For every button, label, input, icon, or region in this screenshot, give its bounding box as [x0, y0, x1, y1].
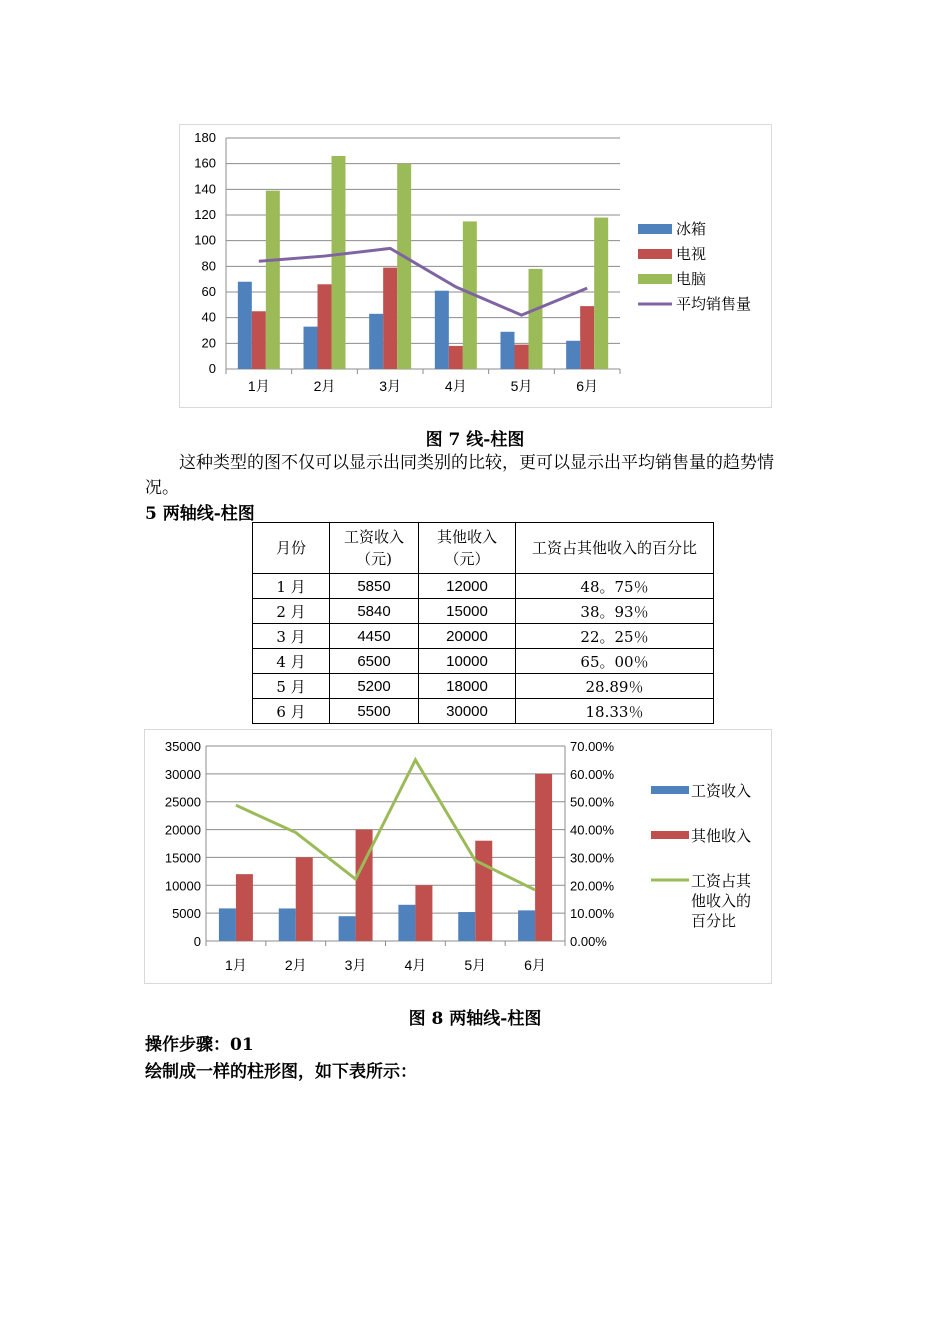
y-left-tick-label: 25000 [164, 794, 201, 810]
legend-label: 冰箱 [676, 221, 707, 238]
x-tick-label: 1月 [225, 957, 247, 973]
cell-month: 4 月 [253, 649, 330, 674]
bar-其他收入 [296, 857, 313, 941]
x-tick-label: 6月 [576, 378, 599, 394]
table-row [253, 674, 714, 699]
figure-7-caption: 图 7 线-柱图 [425, 430, 525, 450]
bar-冰箱 [238, 282, 252, 369]
header-percent: 工资占其他收入的百分比 [516, 523, 714, 574]
bar-冰箱 [369, 314, 383, 369]
y-tick-label: 120 [194, 207, 216, 222]
x-tick-label: 1月 [247, 378, 270, 394]
legend-label: 电脑 [676, 271, 707, 288]
y-tick-label: 180 [194, 130, 216, 145]
bar-工资收入 [279, 908, 296, 941]
cell-percent: 22。25％ [516, 624, 714, 649]
y-right-tick-label: 10.00% [570, 906, 615, 922]
cell-percent: 18.33％ [516, 699, 714, 724]
line-column-chart [179, 124, 772, 408]
cell-other: 15000 [419, 599, 516, 624]
x-tick-label: 3月 [344, 957, 367, 973]
y-right-tick-label: 20.00% [570, 878, 615, 894]
cell-other: 10000 [419, 649, 516, 674]
y-tick-label: 100 [194, 232, 216, 248]
y-right-tick-label: 50.00% [570, 794, 615, 810]
y-tick-label: 20 [201, 335, 216, 351]
bar-其他收入 [356, 830, 373, 941]
bar-电脑 [529, 269, 543, 369]
income-table [252, 522, 714, 724]
bar-电脑 [266, 191, 280, 369]
bar-电视 [318, 284, 332, 369]
x-tick-label: 3月 [379, 378, 402, 394]
bar-工资收入 [219, 908, 236, 941]
table-row [253, 624, 714, 649]
section-heading: 5 两轴线-柱图 [145, 504, 255, 524]
bar-电脑 [332, 156, 346, 369]
legend-label: 电视 [676, 246, 707, 263]
figure-8-caption: 图 8 两轴线-柱图 [408, 1009, 542, 1029]
cell-other: 20000 [419, 624, 516, 649]
bar-其他收入 [415, 885, 432, 941]
steps-instruction: 绘制成一样的柱形图，如下表所示： [145, 1062, 417, 1082]
y-tick-label: 140 [194, 181, 216, 197]
cell-other: 12000 [419, 574, 516, 599]
bar-电视 [383, 268, 397, 369]
cell-salary: 4450 [330, 624, 419, 649]
y-right-tick-label: 0.00% [570, 934, 607, 949]
x-tick-label: 4月 [444, 378, 467, 394]
header-month: 月份 [253, 523, 330, 574]
legend-label: 平均销售量 [676, 296, 752, 313]
bar-电脑 [594, 218, 608, 369]
bar-冰箱 [304, 327, 318, 369]
bar-其他收入 [535, 774, 552, 941]
y-left-tick-label: 15000 [164, 850, 201, 866]
y-left-tick-label: 0 [193, 934, 201, 949]
bar-工资收入 [339, 916, 356, 941]
y-left-tick-label: 30000 [164, 766, 201, 782]
bar-冰箱 [435, 291, 449, 369]
steps-heading: 操作步骤：01 [145, 1035, 254, 1055]
y-tick-label: 80 [201, 258, 216, 274]
header-other: 其他收入（元） [419, 523, 516, 574]
legend-swatch [638, 224, 672, 234]
cell-salary: 6500 [330, 649, 419, 674]
cell-other: 18000 [419, 674, 516, 699]
description-paragraph [145, 451, 805, 501]
table-row [253, 599, 714, 624]
bar-其他收入 [475, 841, 492, 941]
x-tick-label: 4月 [404, 957, 427, 973]
cell-month: 3 月 [253, 624, 330, 649]
x-tick-label: 5月 [510, 378, 533, 394]
y-tick-label: 60 [201, 284, 216, 299]
bar-冰箱 [566, 341, 580, 369]
dual-axis-chart-svg [145, 730, 771, 983]
x-tick-label: 2月 [284, 957, 307, 973]
x-tick-label: 5月 [464, 957, 487, 973]
y-right-tick-label: 40.00% [570, 822, 615, 838]
dual-axis-chart [144, 729, 772, 984]
x-tick-label: 6月 [524, 957, 546, 973]
legend-swatch [638, 274, 672, 284]
cell-salary: 5500 [330, 699, 419, 724]
bar-工资收入 [458, 912, 475, 941]
cell-salary: 5850 [330, 574, 419, 599]
x-tick-label: 2月 [313, 378, 336, 394]
legend-label: 他收入的 [691, 893, 752, 910]
table-row [253, 699, 714, 724]
bar-工资收入 [518, 910, 535, 941]
line-column-chart-svg [180, 125, 771, 407]
legend-label: 百分比 [691, 913, 737, 930]
cell-other: 30000 [419, 699, 516, 724]
legend-label: 其他收入 [691, 828, 752, 845]
bar-电视 [515, 345, 529, 369]
y-left-tick-label: 20000 [164, 822, 201, 838]
cell-month: 2 月 [253, 599, 330, 624]
bar-电视 [252, 311, 266, 369]
cell-percent: 38。93％ [516, 599, 714, 624]
cell-salary: 5200 [330, 674, 419, 699]
bar-工资收入 [398, 905, 415, 941]
table-header-row [253, 523, 714, 574]
bar-电视 [449, 346, 463, 369]
cell-salary: 5840 [330, 599, 419, 624]
cell-percent: 65。00％ [516, 649, 714, 674]
cell-month: 5 月 [253, 674, 330, 699]
y-right-tick-label: 30.00% [570, 850, 615, 866]
cell-month: 1 月 [253, 574, 330, 599]
header-salary: 工资收入（元) [330, 523, 419, 574]
y-tick-label: 0 [208, 361, 216, 376]
legend-swatch [651, 831, 689, 839]
table-row [253, 649, 714, 674]
y-tick-label: 40 [201, 309, 216, 325]
bar-电视 [580, 306, 594, 369]
table-row [253, 574, 714, 599]
cell-percent: 28.89％ [516, 674, 714, 699]
legend-swatch [651, 786, 689, 794]
description-text: 这种类型的图不仅可以显示出同类别的比较，更可以显示出平均销售量的趋势情况。 [145, 453, 774, 498]
bar-其他收入 [236, 874, 253, 941]
legend-label: 工资收入 [691, 783, 752, 800]
y-tick-label: 160 [194, 155, 216, 171]
y-left-tick-label: 5000 [172, 906, 201, 922]
legend-label: 工资占其 [691, 873, 752, 890]
legend-swatch [638, 249, 672, 259]
y-left-tick-label: 35000 [164, 739, 201, 754]
cell-percent: 48。75％ [516, 574, 714, 599]
y-left-tick-label: 10000 [164, 878, 201, 894]
y-right-tick-label: 70.00% [570, 739, 615, 754]
cell-month: 6 月 [253, 699, 330, 724]
bar-冰箱 [501, 332, 515, 369]
bar-电脑 [397, 164, 411, 369]
y-right-tick-label: 60.00% [570, 766, 615, 782]
